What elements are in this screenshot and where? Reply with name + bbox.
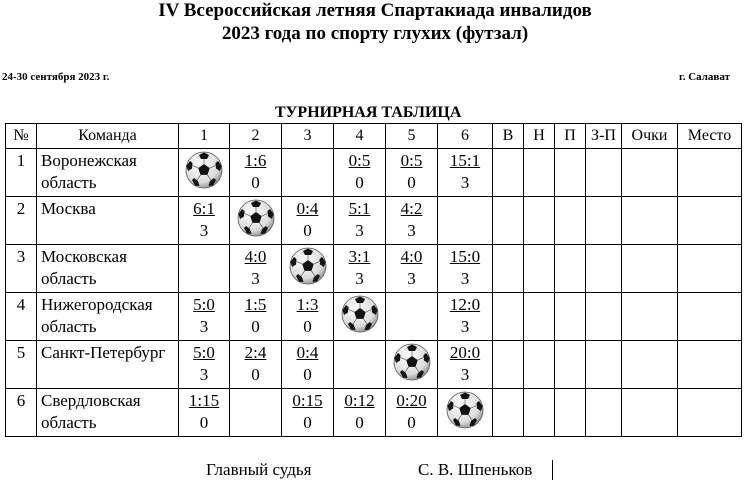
place-cell — [678, 293, 742, 341]
match-score: 4:2 — [400, 199, 423, 218]
table-row — [6, 389, 742, 437]
wins-cell — [493, 341, 524, 389]
match-result-cell — [230, 389, 282, 437]
match-result-cell — [334, 245, 386, 293]
event-dates: 24-30 сентября 2023 г. — [2, 71, 110, 83]
match-points: 3 — [251, 269, 260, 288]
goals-cell — [586, 149, 622, 197]
column-header: Очки — [622, 124, 678, 149]
column-header: 4 — [334, 124, 386, 149]
match-result-cell — [386, 293, 438, 341]
column-header: 2 — [230, 124, 282, 149]
row-number: 1 — [6, 149, 37, 197]
goals-cell — [586, 293, 622, 341]
points-cell — [622, 389, 678, 437]
wins-cell — [493, 245, 524, 293]
team-name: Санкт-Петербург — [37, 341, 179, 389]
text-cursor — [552, 460, 553, 480]
match-score: 1:3 — [296, 295, 319, 314]
losses-cell — [555, 389, 586, 437]
judge-name: С. В. Шпеньков — [418, 460, 533, 479]
match-result-cell — [230, 245, 282, 293]
draws-cell — [524, 245, 555, 293]
match-result-cell — [438, 245, 493, 293]
match-result-cell — [230, 293, 282, 341]
row-number: 3 — [6, 245, 37, 293]
goals-cell — [586, 245, 622, 293]
match-points: 3 — [407, 221, 416, 240]
match-result-cell — [282, 341, 334, 389]
football-icon — [236, 198, 276, 238]
match-score: 0:15 — [292, 391, 323, 410]
points-cell — [622, 293, 678, 341]
match-score: 5:0 — [193, 295, 215, 314]
football-icon-cell — [438, 389, 493, 437]
row-number: 5 — [6, 341, 37, 389]
goals-cell — [586, 197, 622, 245]
row-number: 6 — [6, 389, 37, 437]
place-cell — [678, 149, 742, 197]
match-points: 0 — [251, 365, 260, 384]
column-header: Н — [524, 124, 555, 149]
page-title-line1: IV Всероссийская летняя Спартакиада инвалидов — [158, 0, 592, 21]
match-points: 3 — [199, 221, 209, 240]
goals-cell — [586, 341, 622, 389]
table-row — [6, 245, 742, 293]
place-cell — [678, 245, 742, 293]
match-points: 0 — [303, 221, 312, 240]
match-score: 1:5 — [244, 295, 267, 314]
column-header: П — [555, 124, 586, 149]
draws-cell — [524, 293, 555, 341]
match-result-cell — [179, 245, 230, 293]
match-points: 3 — [355, 269, 364, 288]
football-icon — [392, 342, 432, 382]
match-score: 15:1 — [449, 151, 481, 170]
match-points: 0 — [303, 365, 312, 384]
table-header-row — [6, 124, 742, 149]
match-score: 2:4 — [244, 343, 267, 362]
table-row — [6, 197, 742, 245]
match-score: 0:5 — [348, 151, 371, 170]
match-score: 12:0 — [449, 295, 481, 314]
wins-cell — [493, 197, 524, 245]
column-header: 6 — [438, 124, 493, 149]
draws-cell — [524, 389, 555, 437]
match-result-cell — [230, 149, 282, 197]
losses-cell — [555, 197, 586, 245]
table-row — [6, 293, 742, 341]
column-header: Команда — [37, 124, 179, 149]
match-result-cell — [438, 293, 493, 341]
match-points: 0 — [199, 413, 209, 432]
match-points: 3 — [460, 365, 470, 384]
page-title-line2: 2023 года по спорту глухих (футзал) — [221, 23, 529, 44]
match-result-cell — [334, 341, 386, 389]
wins-cell — [493, 149, 524, 197]
place-cell — [678, 389, 742, 437]
match-score: 6:1 — [193, 199, 215, 218]
judge-label: Главный судья — [206, 460, 312, 479]
column-header: З-П — [586, 124, 622, 149]
match-score: 1:15 — [188, 391, 220, 410]
match-points: 3 — [460, 173, 470, 192]
row-number: 2 — [6, 197, 37, 245]
column-header: В — [493, 124, 524, 149]
match-score: 3:1 — [348, 247, 371, 266]
football-icon — [340, 294, 380, 334]
match-score: 0:5 — [400, 151, 423, 170]
match-score: 20:0 — [449, 343, 481, 362]
wins-cell — [493, 389, 524, 437]
match-result-cell — [334, 197, 386, 245]
losses-cell — [555, 293, 586, 341]
draws-cell — [524, 149, 555, 197]
tournament-table — [5, 123, 742, 437]
match-score: 4:0 — [244, 247, 267, 266]
table-title: ТУРНИРНАЯ ТАБЛИЦА — [275, 104, 462, 121]
place-cell — [678, 197, 742, 245]
points-cell — [622, 197, 678, 245]
match-score: 0:4 — [296, 343, 319, 362]
column-header: 1 — [179, 124, 230, 149]
column-header: № — [6, 124, 37, 149]
match-score: 0:4 — [296, 199, 319, 218]
match-result-cell — [438, 197, 493, 245]
match-result-cell — [438, 149, 493, 197]
match-score: 1:6 — [244, 151, 267, 170]
football-icon-cell — [334, 293, 386, 341]
team-name: Свердловская область — [37, 389, 179, 437]
match-result-cell — [334, 149, 386, 197]
match-result-cell — [179, 389, 230, 437]
losses-cell — [555, 149, 586, 197]
points-cell — [622, 341, 678, 389]
match-points: 3 — [199, 365, 209, 384]
column-header: 3 — [282, 124, 334, 149]
match-result-cell — [386, 149, 438, 197]
match-result-cell — [438, 341, 493, 389]
football-icon — [184, 150, 224, 190]
match-result-cell — [386, 197, 438, 245]
table-row — [6, 149, 742, 197]
match-result-cell — [282, 389, 334, 437]
table-row — [6, 341, 742, 389]
column-header: Место — [678, 124, 742, 149]
match-score: 15:0 — [449, 247, 481, 266]
goals-cell — [586, 389, 622, 437]
match-points: 3 — [460, 269, 470, 288]
football-icon-cell — [230, 197, 282, 245]
football-icon — [445, 390, 485, 430]
football-icon-cell — [386, 341, 438, 389]
draws-cell — [524, 197, 555, 245]
match-points: 0 — [355, 413, 364, 432]
team-name: Московская область — [37, 245, 179, 293]
match-result-cell — [179, 341, 230, 389]
match-points: 0 — [303, 413, 312, 432]
football-icon-cell — [282, 245, 334, 293]
place-cell — [678, 341, 742, 389]
match-result-cell — [334, 389, 386, 437]
match-result-cell — [179, 197, 230, 245]
match-points: 3 — [407, 269, 416, 288]
match-points: 3 — [199, 317, 209, 336]
wins-cell — [493, 293, 524, 341]
match-points: 0 — [303, 317, 312, 336]
match-result-cell — [282, 197, 334, 245]
match-score: 5:0 — [193, 343, 215, 362]
match-points: 0 — [251, 317, 260, 336]
losses-cell — [555, 341, 586, 389]
match-result-cell — [179, 293, 230, 341]
team-name: Воронежская область — [37, 149, 179, 197]
points-cell — [622, 149, 678, 197]
draws-cell — [524, 341, 555, 389]
football-icon — [288, 246, 328, 286]
match-score: 4:0 — [400, 247, 423, 266]
losses-cell — [555, 245, 586, 293]
match-points: 3 — [355, 221, 364, 240]
team-name: Нижегородская область — [37, 293, 179, 341]
event-city: г. Салават — [678, 71, 730, 83]
match-result-cell — [230, 341, 282, 389]
match-score: 5:1 — [348, 199, 371, 218]
match-points: 0 — [251, 173, 260, 192]
match-points: 0 — [355, 173, 364, 192]
points-cell — [622, 245, 678, 293]
match-points: 0 — [407, 173, 416, 192]
match-score: 0:12 — [344, 391, 375, 410]
match-points: 3 — [460, 317, 470, 336]
match-result-cell — [282, 293, 334, 341]
match-score: 0:20 — [396, 391, 427, 410]
match-result-cell — [386, 389, 438, 437]
football-icon-cell — [179, 149, 230, 197]
team-name: Москва — [37, 197, 179, 245]
row-number: 4 — [6, 293, 37, 341]
match-result-cell — [386, 245, 438, 293]
match-points: 0 — [407, 413, 416, 432]
match-result-cell — [282, 149, 334, 197]
column-header: 5 — [386, 124, 438, 149]
